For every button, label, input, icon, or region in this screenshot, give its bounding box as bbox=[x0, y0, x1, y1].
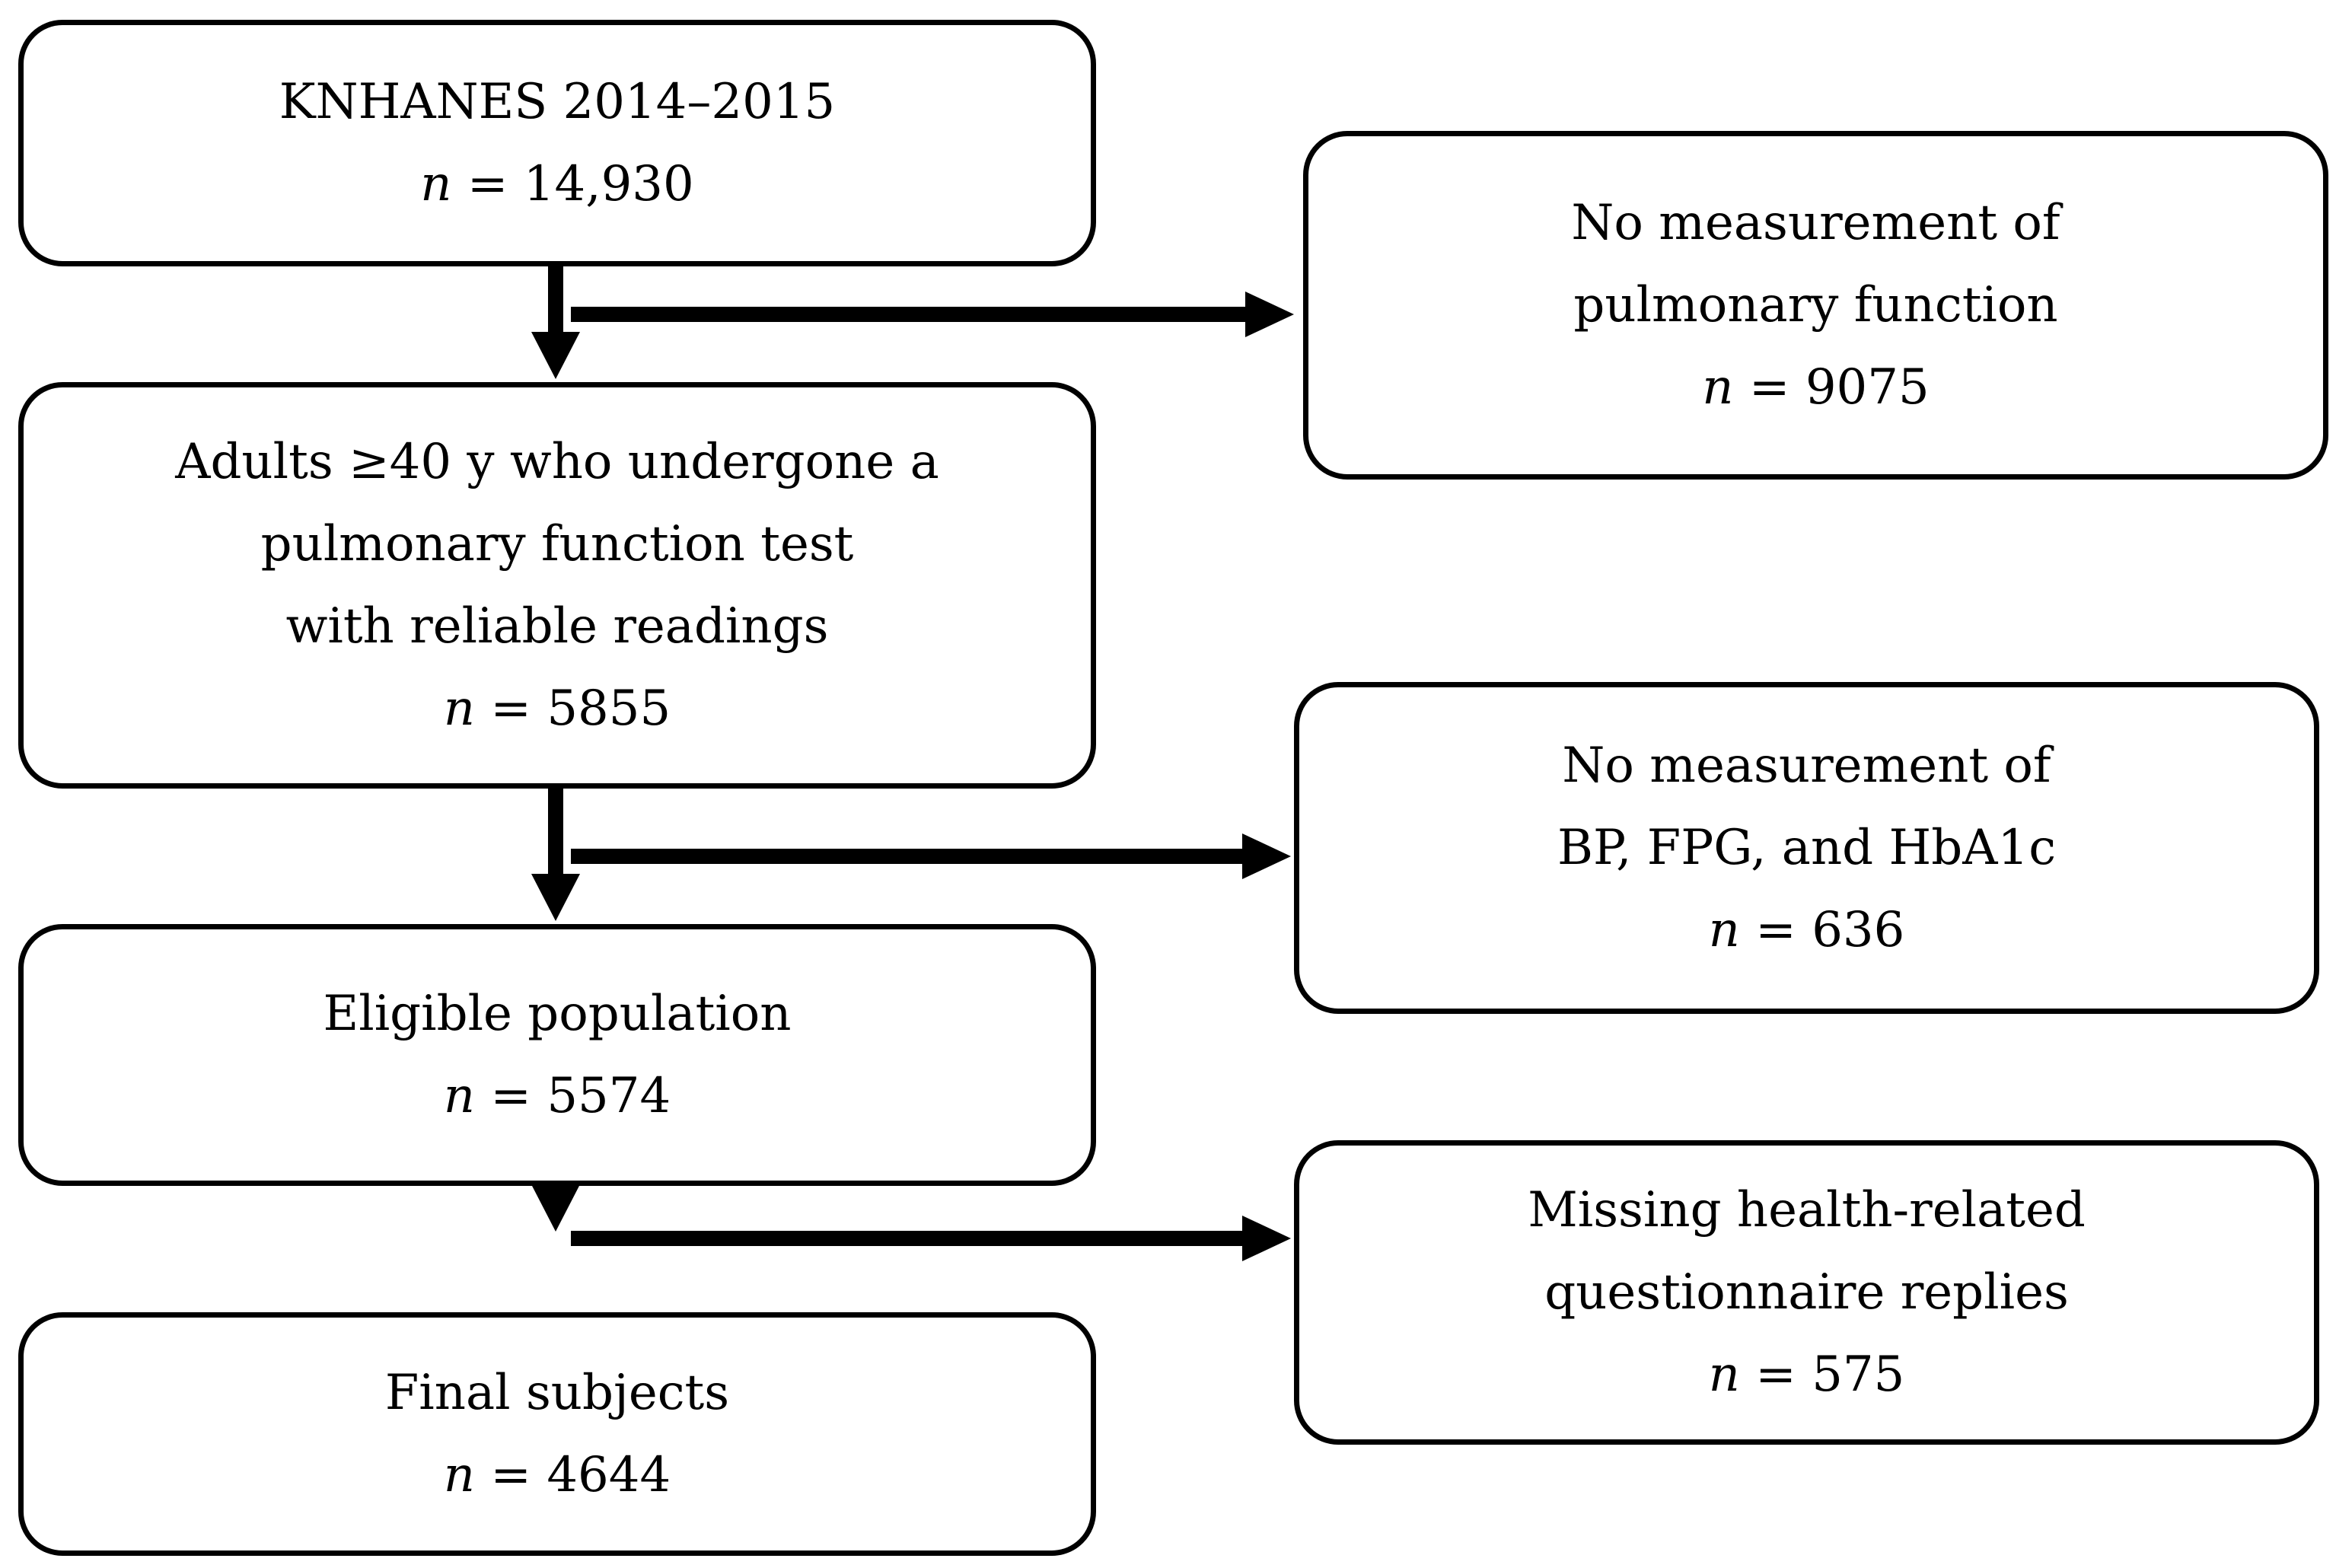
no-pulmonary-line-2: pulmonary function bbox=[1573, 277, 2058, 333]
knhanes-n-value: = 14,930 bbox=[467, 156, 694, 212]
final-box bbox=[18, 1312, 1096, 1556]
no-pulmonary-line-1: No measurement of bbox=[1571, 195, 2060, 251]
adults-line-1: Adults ≥40 y who undergone a bbox=[175, 434, 939, 490]
missing-questionnaire-count bbox=[1709, 1334, 1905, 1416]
eligible-n-value: = 5574 bbox=[490, 1068, 671, 1124]
no-pulmonary-count bbox=[1702, 346, 1929, 429]
arrow-knhanes-to-adults bbox=[531, 266, 580, 379]
no-bp-line-1: No measurement of bbox=[1562, 738, 2051, 794]
arrow-to-no-bp bbox=[571, 833, 1291, 879]
adults-box bbox=[18, 382, 1096, 789]
no-pulmonary-n-value: = 9075 bbox=[1748, 359, 1930, 416]
arrow-to-missing-questionnaire bbox=[571, 1216, 1291, 1261]
eligible-title: Eligible population bbox=[323, 986, 792, 1042]
adults-n-value: = 5855 bbox=[490, 680, 671, 737]
no-bp-line-2: BP, FPG, and HbA1c bbox=[1557, 820, 2057, 876]
missing-questionnaire-box bbox=[1294, 1140, 2319, 1445]
eligible-count bbox=[444, 1055, 671, 1137]
no-bp-count bbox=[1709, 889, 1905, 971]
missing-questionnaire-line-1: Missing health-related bbox=[1528, 1182, 2086, 1238]
adults-line-3: with reliable readings bbox=[285, 598, 829, 655]
missing-questionnaire-line-2: questionnaire replies bbox=[1544, 1264, 2069, 1321]
final-count bbox=[444, 1434, 671, 1516]
no-bp-box bbox=[1294, 682, 2319, 1014]
adults-n-symbol: n bbox=[443, 680, 476, 737]
final-n-value: = 4644 bbox=[490, 1447, 671, 1503]
knhanes-box bbox=[18, 20, 1096, 266]
eligible-box bbox=[18, 924, 1096, 1186]
missing-questionnaire-n-value: = 575 bbox=[1755, 1347, 1905, 1403]
knhanes-n-symbol: n bbox=[420, 156, 452, 212]
adults-line-2: pulmonary function test bbox=[260, 516, 854, 572]
no-bp-n-symbol: n bbox=[1708, 902, 1740, 958]
no-pulmonary-box bbox=[1303, 131, 2328, 480]
final-title: Final subjects bbox=[384, 1365, 730, 1421]
no-bp-n-value: = 636 bbox=[1755, 902, 1905, 958]
knhanes-title: KNHANES 2014–2015 bbox=[279, 74, 836, 130]
adults-count bbox=[444, 668, 671, 750]
arrow-to-no-pulmonary bbox=[571, 292, 1294, 337]
missing-questionnaire-n-symbol: n bbox=[1708, 1347, 1740, 1403]
no-pulmonary-n-symbol: n bbox=[1702, 359, 1734, 416]
eligible-n-symbol: n bbox=[443, 1068, 476, 1124]
final-n-symbol: n bbox=[443, 1447, 476, 1503]
knhanes-count bbox=[420, 143, 693, 225]
